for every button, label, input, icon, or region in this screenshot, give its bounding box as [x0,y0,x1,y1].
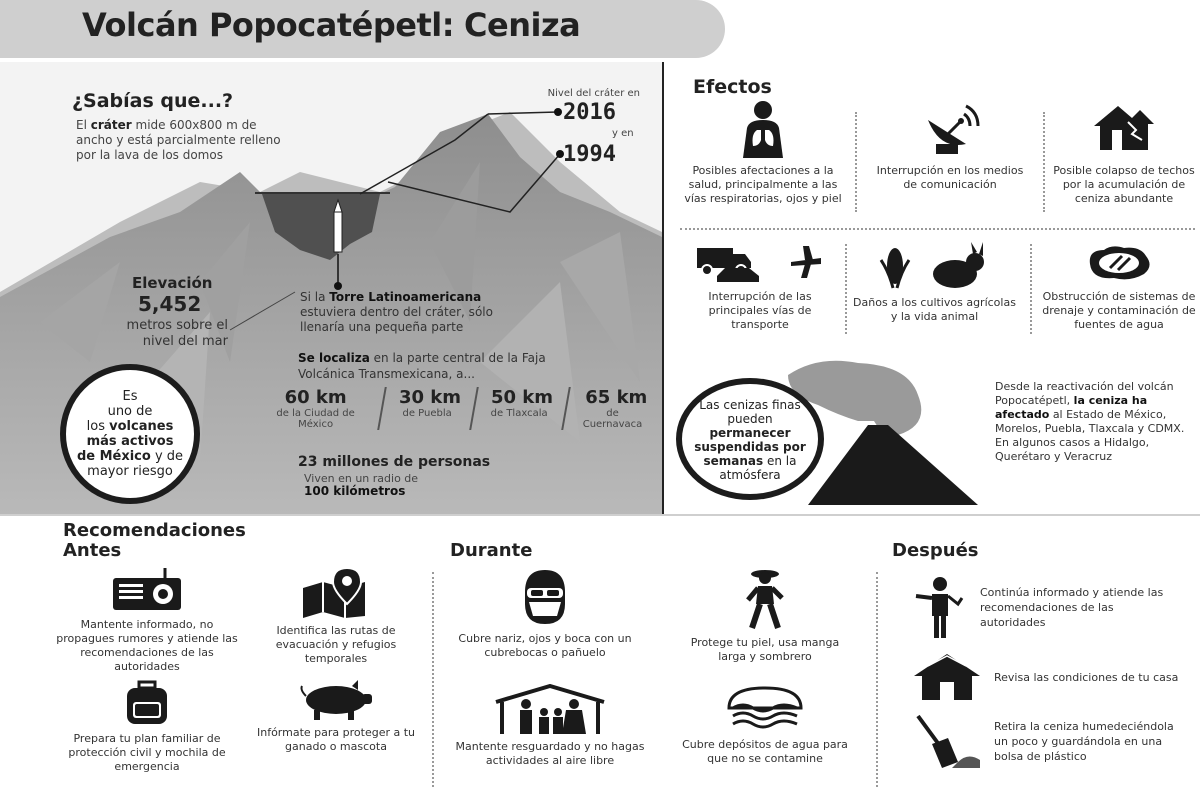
location-bold: Se localiza [298,351,370,365]
year-2016: 2016 [563,100,616,125]
year-1994: 1994 [563,142,616,167]
torre-bold: Torre Latinoamericana [329,290,482,304]
recommendation-text: Prepara tu plan familiar de protección civil y mochila de emergencia [68,732,226,773]
collapsed-roof-icon [1092,100,1156,158]
broom-icon [912,712,982,770]
crater-description [76,118,296,163]
durante-item-agua [680,684,850,766]
torre-text [300,290,530,335]
antes-item-informado [52,568,242,674]
antes-item-rutas [256,568,416,666]
active-volcano-badge [60,364,200,504]
recommendation-text: Cubre nariz, ojos y boca con un cubrebocas o pañuelo [458,632,632,659]
recommendations-title: Recomendaciones [63,520,246,541]
recommendation-text: Retira la ceniza humedeciéndola un poco y guardándola en una bolsa de plástico [994,719,1174,763]
recommendation-text: Protege tu piel, usa manga larga y sombrero [690,636,840,663]
population-radius: 100 kilómetros [304,484,406,498]
durante-item-resguardado [455,684,645,768]
despues-item-informado [912,576,1200,638]
family-shelter-icon [494,684,606,734]
distance-city: de Tlaxcala [490,408,548,419]
population-title: 23 millones de personas [298,454,491,470]
dotted-divider [876,572,878,787]
lungs-person-icon [733,100,793,158]
title-sub: Ceniza [464,6,581,44]
dotted-divider [845,244,847,334]
distance-cuernavaca [562,387,662,430]
effect-text: Interrupción de las principales vías de transporte [708,290,812,331]
recommendation-text: Cubre depósitos de agua para que no se contamine [682,738,848,765]
distance-km: 30 km [399,387,462,408]
torre-prefix: Si la [300,290,326,304]
distance-puebla [377,387,477,430]
dotted-divider [1043,112,1045,212]
badge-bold: volcanes más activos de México [76,419,174,464]
badge-line4: y de mayor riesgo [87,449,184,479]
walking-person-icon [740,568,790,630]
page-title [82,6,580,44]
ash-circle-b: en la atmósfera [719,454,797,482]
dotted-divider [432,572,434,787]
announcer-icon [912,576,968,638]
map-pin-icon [301,568,371,618]
despues-item-ceniza [912,712,1200,770]
effect-roof [1050,100,1198,206]
effect-text: Daños a los cultivos agrícolas y la vida animal [853,296,1016,323]
durante-item-cubrebocas [455,568,635,660]
crater-prefix: El [76,118,87,132]
volcano-panel [0,62,662,514]
effect-health [678,100,848,206]
backpack-icon [121,680,173,726]
crater-bold: cráter [90,118,132,132]
elevation-unit: metros sobre el nivel del mar [126,318,228,349]
nivel-label: Nivel del cráter en [547,88,640,99]
distance-city: de Cuernavaca [583,408,643,430]
phase-antes: Antes [63,540,122,561]
panel-divider [662,62,664,514]
ash-suspension-badge [676,378,824,500]
section-divider [0,514,1200,516]
mask-face-icon [515,568,575,626]
ash-text-c: En algunos casos a Hidalgo, Querétaro y Veracruz [995,436,1150,463]
distance-km: 60 km [284,387,347,408]
ash-text-a: Desde la reactivación del volcán Popocatépetl, [995,380,1174,407]
dotted-divider [1030,244,1032,334]
distance-tlaxcala [469,387,569,430]
year-connector: y en [612,128,634,139]
population-desc [304,472,418,498]
badge-line3: los [86,419,106,434]
population-desc-text: Viven en un radio de [304,472,419,485]
antes-item-ganado [256,680,416,754]
satellite-dish-icon [920,100,980,158]
effect-communication [870,100,1030,192]
durante-item-piel [680,568,850,664]
ash-circle-a: Las cenizas finas pueden [699,398,801,426]
effect-text: Posibles afectaciones a la salud, principalmente a las vías respiratorias, ojos y piel [684,164,842,205]
sabias-heading: ¿Sabías que...? [72,90,234,112]
recommendation-text: Mantente informado, no propagues rumores y atiende las recomendaciones de las autoridades [56,618,238,673]
elevation-value: 5,452 [138,292,202,316]
recommendation-text: Infórmate para proteger a tu ganado o mascota [256,726,416,753]
distance-city: de la Ciudad de México [276,408,355,430]
torre-rest: estuviera dentro del cráter, sólo llenaría una pequeña parte [300,305,493,334]
ash-circle-bold: permanecer suspendidas por semanas [694,426,806,468]
pig-icon [298,680,374,720]
dotted-divider [680,228,1195,230]
despues-item-casa [912,652,1200,702]
transport-icon [695,242,825,284]
badge-line1: Es [122,389,138,404]
water-drain-icon [1084,242,1154,284]
recommendation-text: Revisa las condiciones de tu casa [994,670,1179,684]
dotted-divider [855,112,857,212]
house-icon [912,652,982,702]
recommendation-text: Continúa informado y atiende las recomendaciones de las autoridades [980,585,1164,629]
effect-crops [852,242,1017,324]
covered-water-icon [725,684,805,732]
badge-line2: uno de [107,404,153,419]
distance-list [250,387,662,430]
distance-km: 50 km [491,387,554,408]
efectos-title: Efectos [693,76,772,98]
recommendation-text: Identifica las rutas de evacuación y refugios temporales [275,624,397,665]
recommendation-text: Mantente resguardado y no hagas actividades al aire libre [455,740,645,767]
radio-icon [111,568,183,612]
crater-rest: mide 600x800 m de ancho y está parcialmente relleno por la lava de los domos [76,118,281,162]
ash-text-b: al Estado de México, Morelos, Puebla, Tlaxcala y CDMX. [995,408,1185,435]
ash-affected-text [995,380,1195,464]
distance-km: 65 km [585,387,648,408]
crops-animal-icon [875,242,995,290]
title-main: Volcán Popocatépetl: [82,6,455,44]
ash-text-bold: la ceniza ha afectado [995,394,1148,421]
phase-despues: Después [892,540,979,561]
effect-transport [680,242,840,332]
location-text [298,350,558,382]
distance-cdmx [250,387,381,430]
distance-city: de Puebla [402,408,452,419]
effect-text: Interrupción en los medios de comunicación [876,164,1024,191]
effect-text: Posible colapso de techos por la acumulación de ceniza abundante [1053,164,1195,205]
effect-text: Obstrucción de sistemas de drenaje y contaminación de fuentes de agua [1042,290,1196,331]
phase-durante: Durante [450,540,533,561]
antes-item-mochila [52,680,242,774]
elevation-label: Elevación [132,274,213,292]
effect-drainage [1040,242,1198,332]
location-rest: en la parte central de la Faja Volcánica Transmexicana, a... [298,351,546,381]
